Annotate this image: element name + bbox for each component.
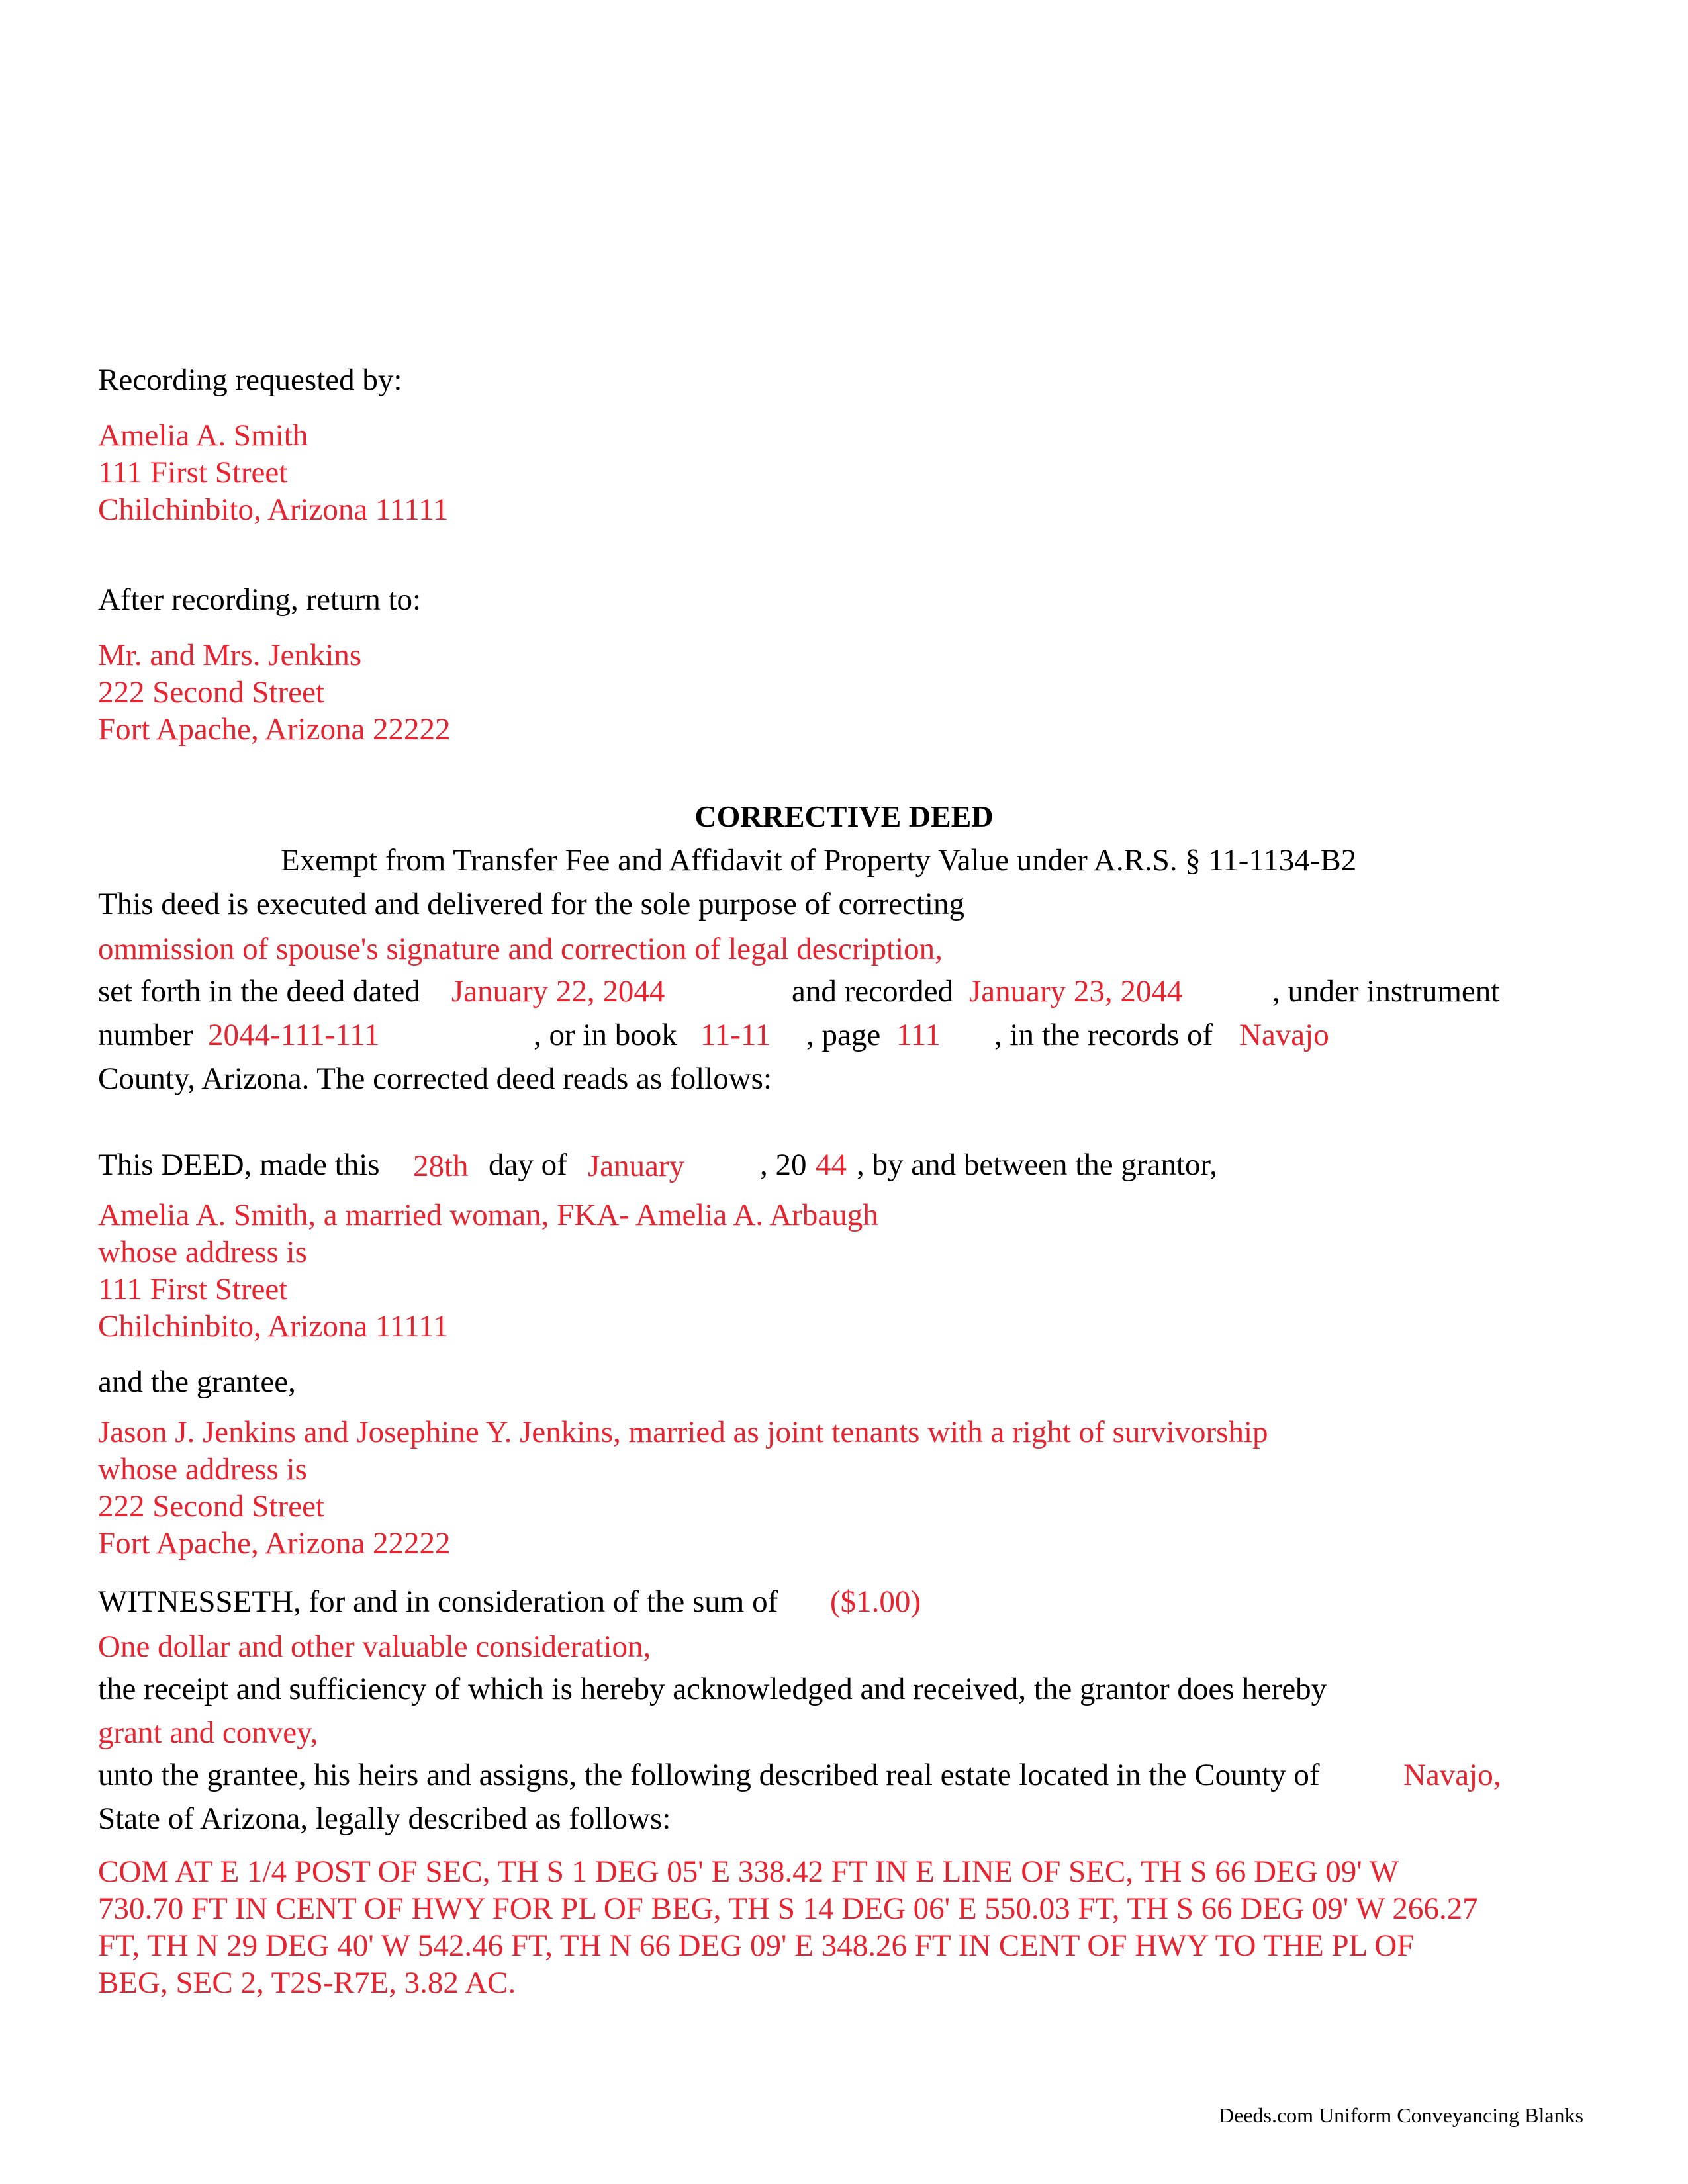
witnesseth-text: WITNESSETH, for and in consideration of the sum of [98, 1584, 778, 1619]
deed-made-this: This DEED, made this [98, 1148, 380, 1182]
correction-intro: This deed is executed and delivered for the sole purpose of correcting [98, 887, 964, 921]
exempt-line: Exempt from Transfer Fee and Affidavit of Property Value under A.R.S. § 11-1134-B2 [281, 843, 1357, 878]
recorded-date: January 23, 2044 [969, 974, 1183, 1009]
deed-between: , by and between the grantor, [857, 1148, 1217, 1182]
grantor-street: 111 First Street [98, 1272, 288, 1306]
return-to-city: Fort Apache, Arizona 22222 [98, 712, 451, 747]
grantor-name: Amelia A. Smith, a married woman, FKA- Amelia A. Arbaugh [98, 1198, 878, 1232]
correction-closing: County, Arizona. The corrected deed reads as follows: [98, 1062, 773, 1096]
return-to-street: 222 Second Street [98, 675, 324, 709]
number-label: number [98, 1018, 193, 1052]
recording-street: 111 First Street [98, 455, 288, 490]
legal-description-line: BEG, SEC 2, T2S-R7E, 3.82 AC. [98, 1966, 516, 2000]
and-recorded-label: and recorded [792, 974, 953, 1009]
state-line: State of Arizona, legally described as follows: [98, 1801, 671, 1836]
grantee-city: Fort Apache, Arizona 22222 [98, 1526, 451, 1561]
legal-description-line: COM AT E 1/4 POST OF SEC, TH S 1 DEG 05' E 338.42 FT IN E LINE OF SEC, TH S 66 DEG 09' W [98, 1854, 1399, 1889]
deed-year-suffix: 44 [816, 1148, 847, 1182]
deed-day-of: day of [489, 1148, 567, 1182]
return-to-name: Mr. and Mrs. Jenkins [98, 638, 362, 672]
correction-reason: ommission of spouse's signature and correction of legal description, [98, 932, 943, 966]
deed-date: January 22, 2044 [451, 974, 665, 1009]
return-to-label: After recording, return to: [98, 582, 422, 617]
footer-credit: Deeds.com Uniform Conveyancing Blanks [1219, 2103, 1583, 2127]
grantee-address-label: whose address is [98, 1452, 307, 1486]
property-county: Navajo, [1403, 1758, 1501, 1792]
set-forth-label: set forth in the deed dated [98, 974, 420, 1009]
instrument-number: 2044-111-111 [208, 1018, 380, 1052]
receipt-text: the receipt and sufficiency of which is hereby acknowledged and received, the grantor does hereby [98, 1672, 1327, 1706]
page-number: 111 [896, 1018, 941, 1052]
unto-text: unto the grantee, his heirs and assigns, the following described real estate located in the County of [98, 1758, 1320, 1792]
grantor-address-label: whose address is [98, 1235, 307, 1269]
page-label: , page [806, 1018, 881, 1052]
recording-name: Amelia A. Smith [98, 418, 308, 453]
deed-month: January [588, 1149, 685, 1183]
legal-description-line: 730.70 FT IN CENT OF HWY FOR PL OF BEG, TH S 14 DEG 06' E 550.03 FT, TH S 66 DEG 09' W 266.27 [98, 1891, 1478, 1926]
recording-city: Chilchinbito, Arizona 11111 [98, 492, 449, 527]
or-in-book-label: , or in book [534, 1018, 677, 1052]
legal-description-line: FT, TH N 29 DEG 40' W 542.46 FT, TH N 66 DEG 09' E 348.26 FT IN CENT OF HWY TO THE PL OF [98, 1929, 1415, 1963]
in-records-label: , in the records of [994, 1018, 1213, 1052]
consideration-amount: ($1.00) [830, 1584, 921, 1619]
grantee-street: 222 Second Street [98, 1489, 324, 1524]
under-instrument-label: , under instrument [1272, 974, 1500, 1009]
grantor-city: Chilchinbito, Arizona 11111 [98, 1309, 449, 1343]
deed-year-prefix: , 20 [760, 1148, 807, 1182]
book-number: 11-11 [700, 1018, 771, 1052]
grantee-label: and the grantee, [98, 1365, 296, 1399]
recording-requested-label: Recording requested by: [98, 363, 402, 397]
consideration-amount-text: One dollar and other valuable consideration, [98, 1629, 651, 1664]
deed-day: 28th [413, 1149, 469, 1183]
records-county: Navajo [1239, 1018, 1329, 1052]
page-title: CORRECTIVE DEED [694, 799, 994, 833]
grant-action: grant and convey, [98, 1715, 318, 1750]
grantee-name: Jason J. Jenkins and Josephine Y. Jenkins, married as joint tenants with a right of survivorship [98, 1415, 1268, 1449]
